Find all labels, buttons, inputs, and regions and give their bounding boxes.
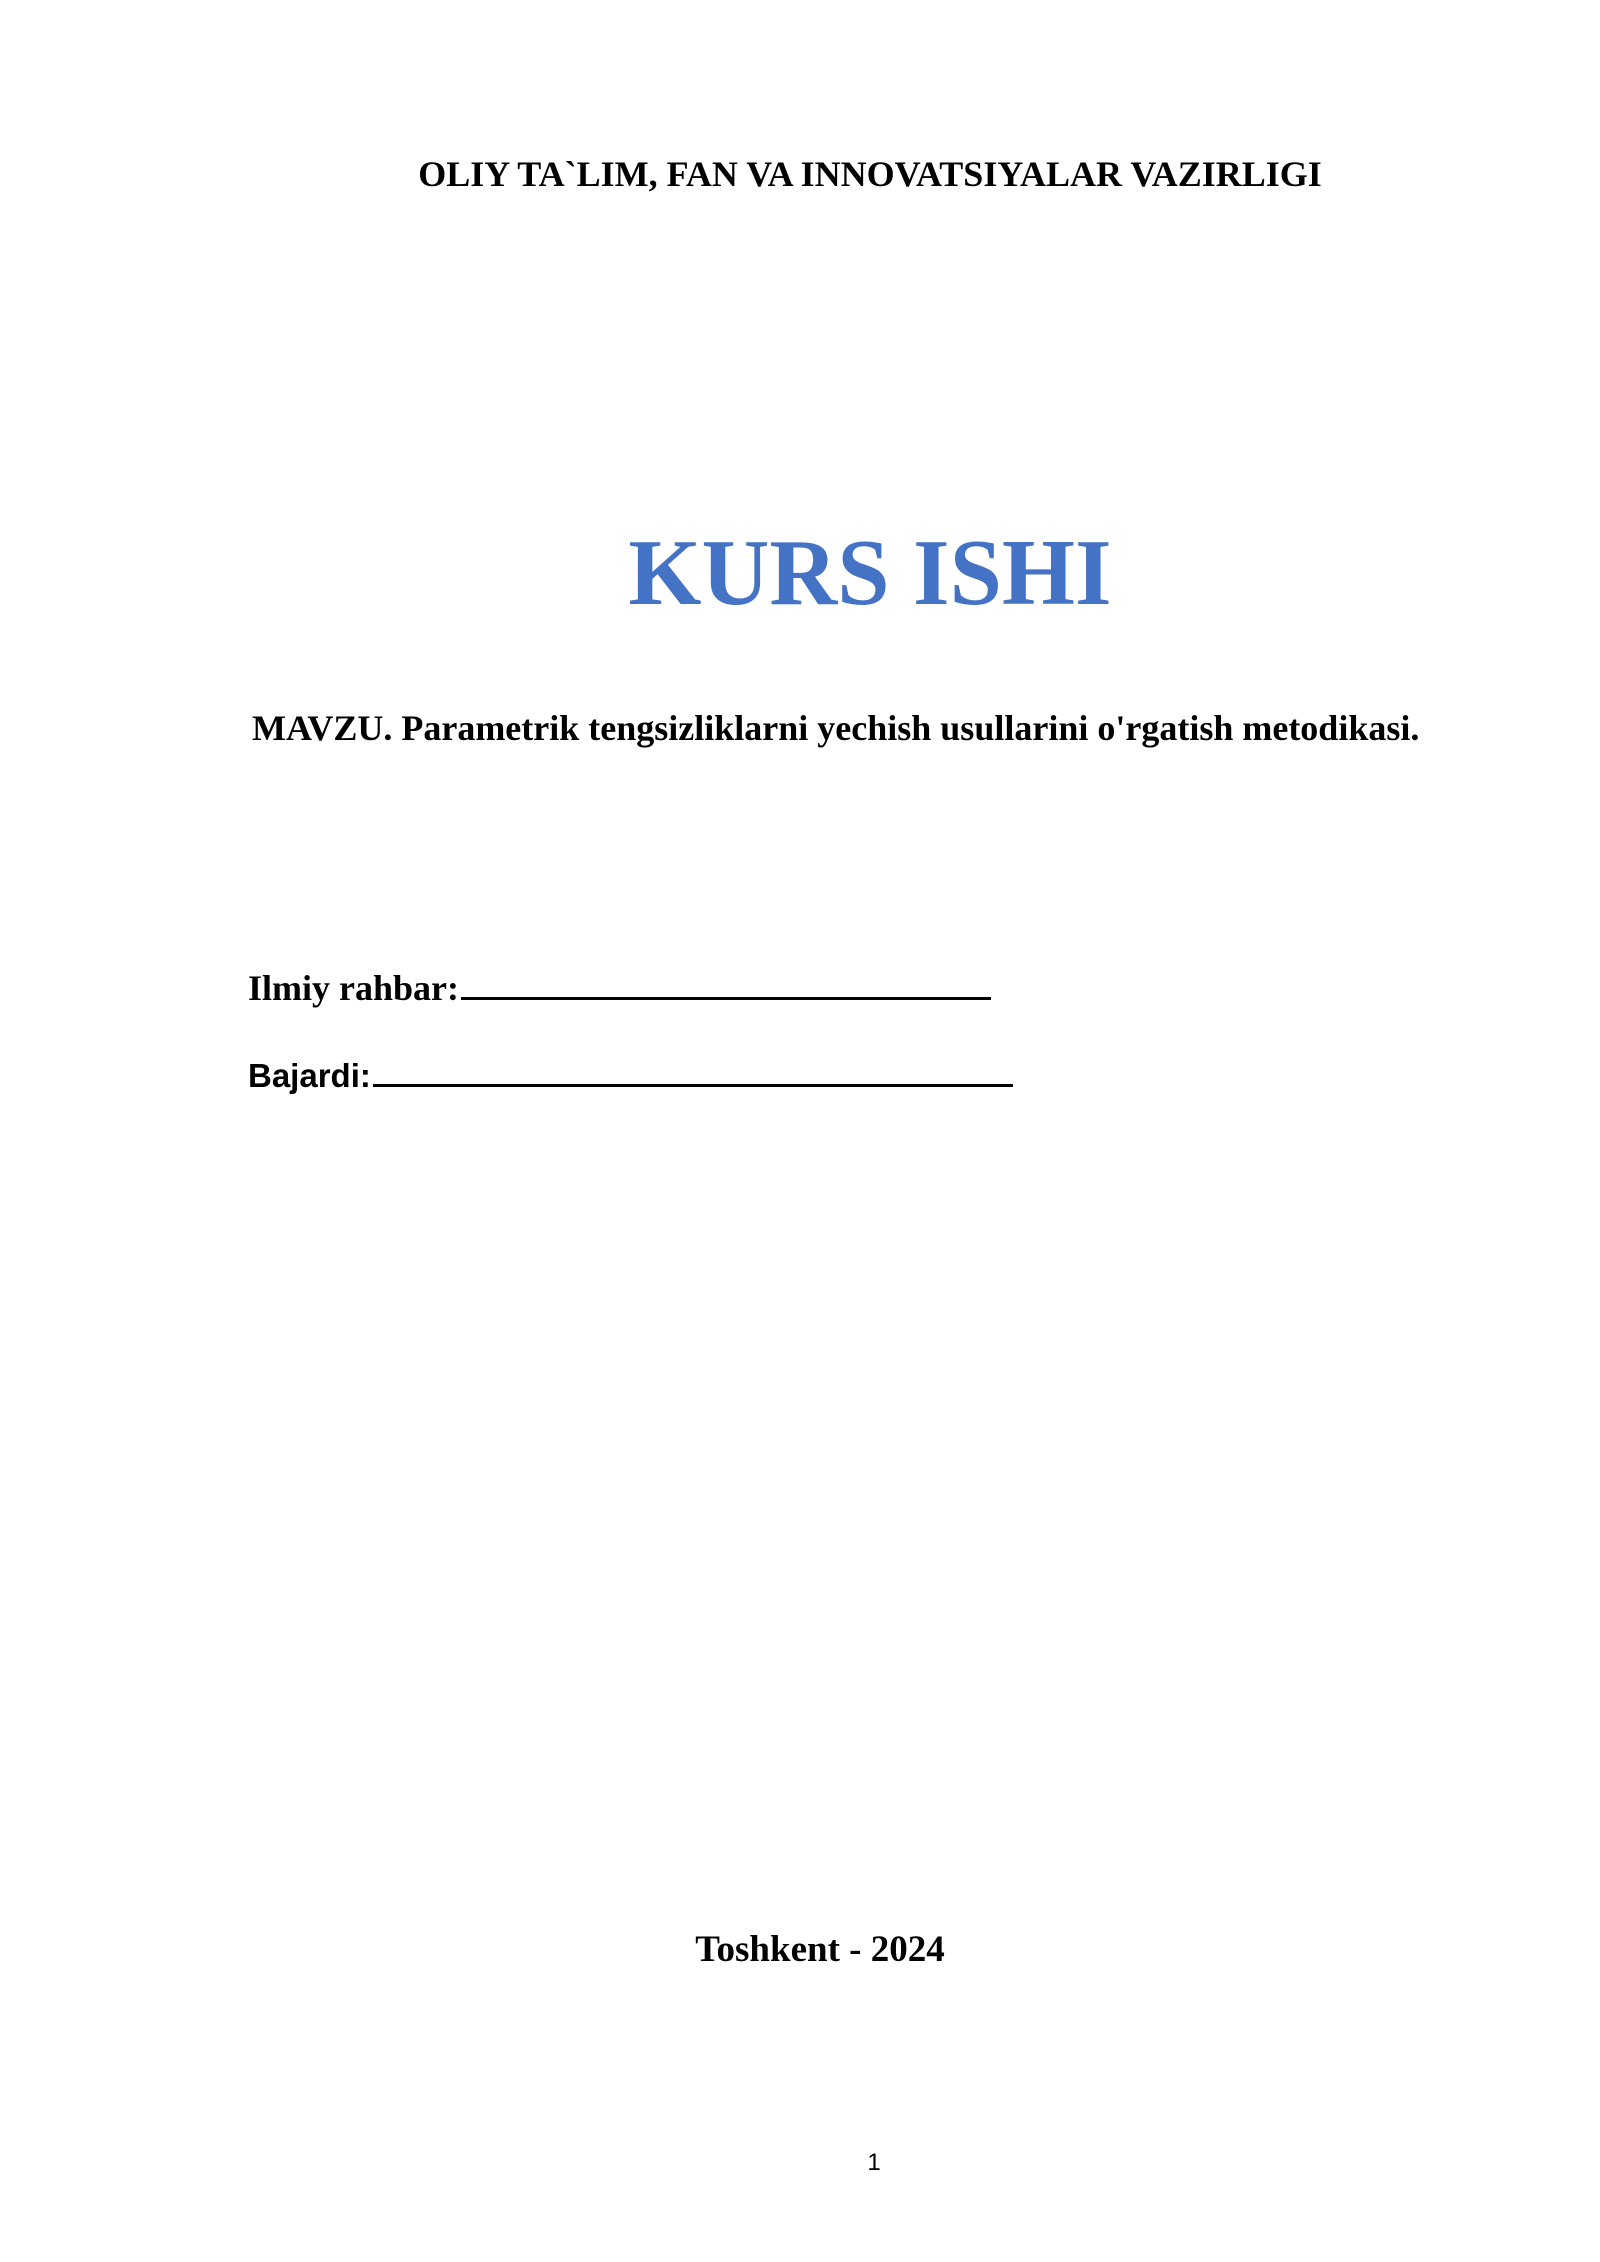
- page-number: 1: [867, 2149, 881, 2176]
- author-label: Bajardi:: [248, 1057, 371, 1094]
- author-signature-line: [248, 1054, 1013, 1098]
- advisor-label: Ilmiy rahbar:: [248, 968, 459, 1008]
- topic-text: MAVZU. Parametrik tengsizliklarni yechish usullarini o'rgatish metodikasi.: [252, 708, 1420, 748]
- city-year: Toshkent - 2024: [695, 1929, 945, 1970]
- advisor-blank: [461, 996, 991, 1000]
- topic-line: [252, 706, 1552, 750]
- advisor-signature-line: [248, 966, 991, 1010]
- author-blank: [373, 1083, 1013, 1087]
- ministry-heading: OLIY TA`LIM, FAN VA INNOVATSIYALAR VAZIRLIGI: [418, 154, 1322, 194]
- document-type-title: KURS ISHI: [628, 521, 1112, 625]
